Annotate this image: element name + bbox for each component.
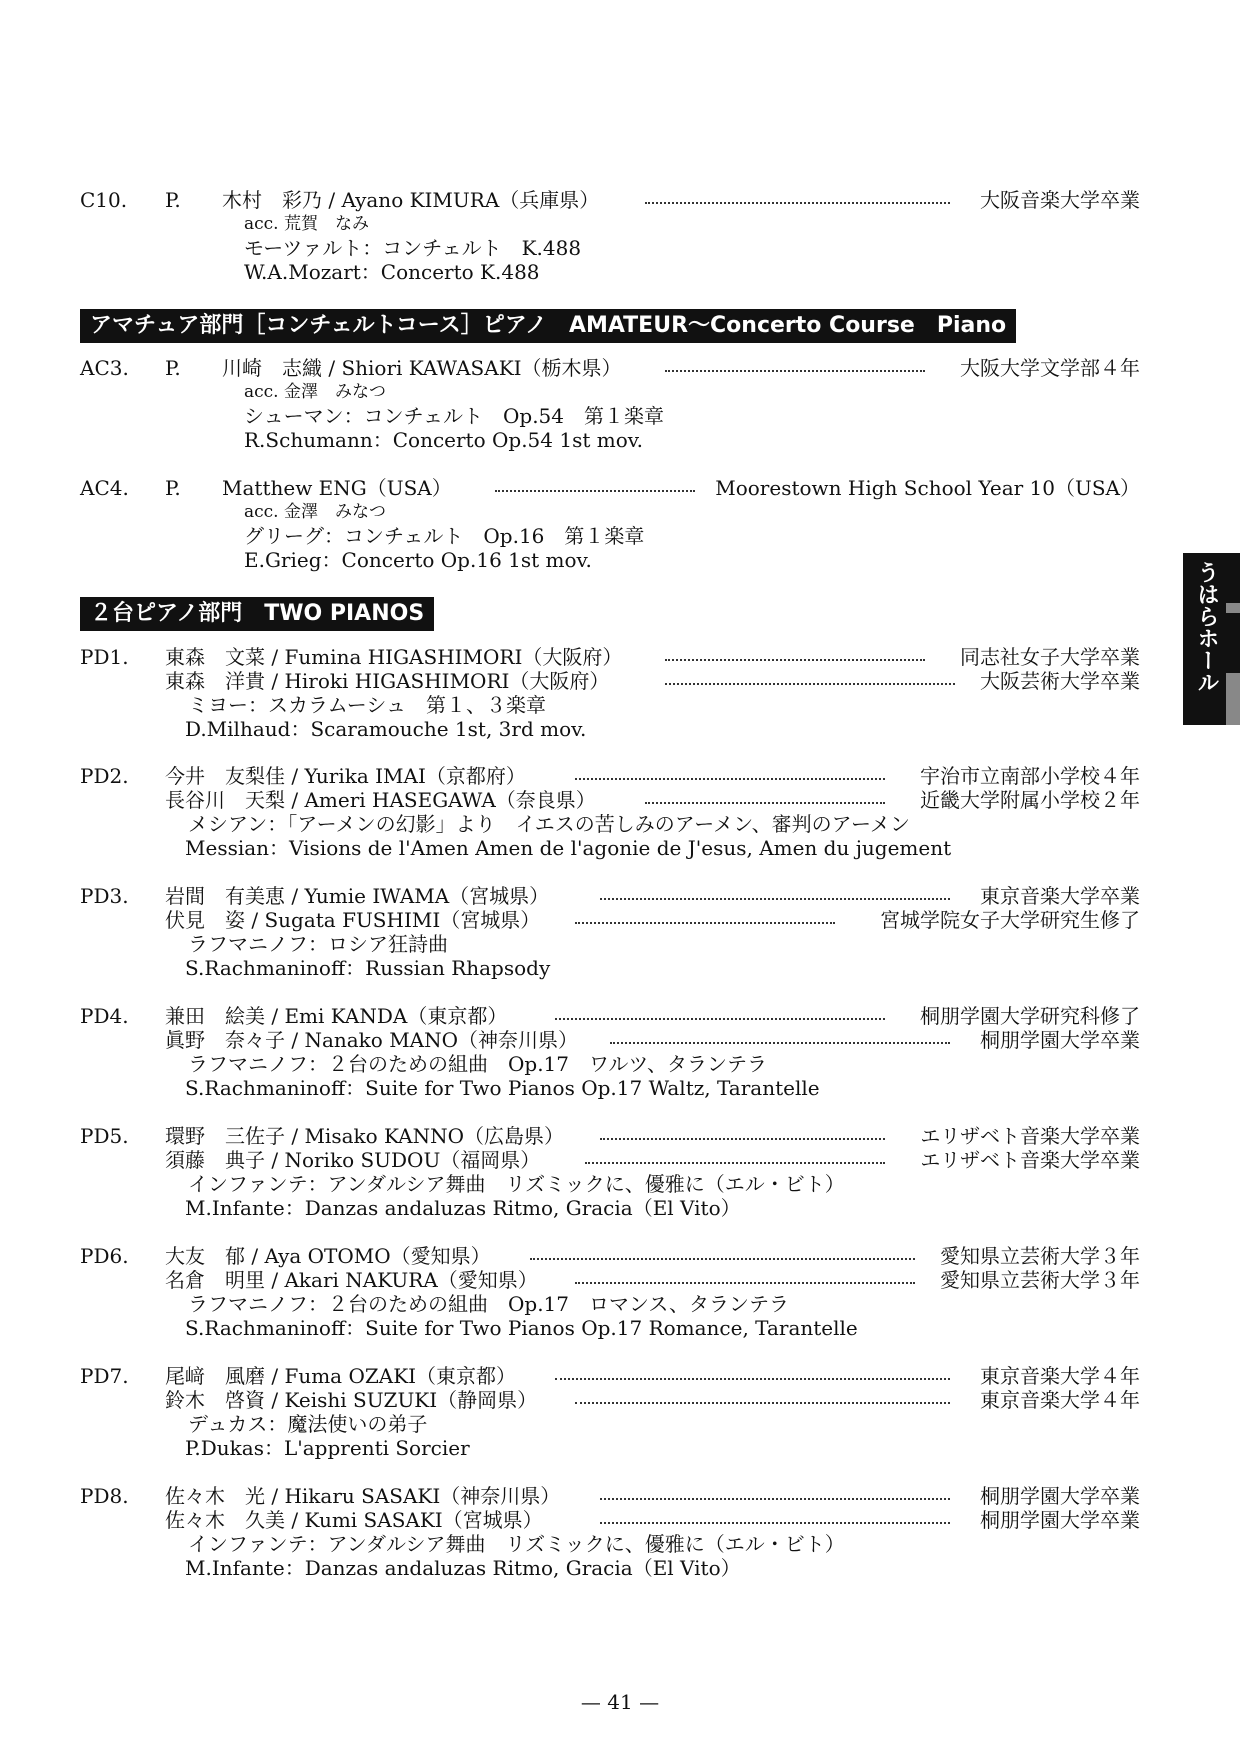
performer-name: 木村 彩乃 / Ayano KIMURA（兵庫県） [222,188,600,212]
leader-dots [530,1258,915,1260]
performer-2-name: 伏見 姿 / Sugata FUSHIMI（宮城県） [165,908,541,932]
piece-en: S.Rachmaninoff：Russian Rhapsody [185,956,551,980]
performer-1-name: 今井 友梨佳 / Yurika IMAI（京都府） [165,764,526,788]
entry-code: PD4. [80,1004,129,1028]
performer-2-affiliation: 東京音楽大学４年 [980,1388,1140,1412]
leader-dots [585,1162,885,1164]
piece-en: E.Grieg：Concerto Op.16 1st mov. [244,548,592,572]
leader-dots [575,1402,950,1404]
entry-part: P. [165,356,181,380]
performer-2-affiliation: 大阪芸術大学卒業 [980,669,1140,693]
piece-ja: モーツァルト：コンチェルト K.488 [244,236,582,260]
piece-ja: メシアン：「アーメンの幻影」より イエスの苦しみのアーメン、審判のアーメン [188,812,910,836]
leader-dots [600,1138,885,1140]
performer-2-affiliation: 宮城学院女子大学研究生修了 [880,908,1140,932]
performer-1-affiliation: 宇治市立南部小学校４年 [920,764,1140,788]
entry-code: PD3. [80,884,129,908]
venue-side-tab-label: うはらホール [1194,561,1219,693]
performer-affiliation: 大阪音楽大学卒業 [980,188,1140,212]
performer-2-affiliation: 桐朋学園大学卒業 [980,1508,1140,1532]
entry-code: PD6. [80,1244,129,1268]
section-banner-two-pianos: ２台ピアノ部門 TWO PIANOS [80,597,434,631]
performer-1-name: 岩間 有美恵 / Yumie IWAMA（宮城県） [165,884,550,908]
entry-code: PD8. [80,1484,129,1508]
accompanist: acc. 荒賀 なみ [244,214,369,234]
performer-1-name: 環野 三佐子 / Misako KANNO（広島県） [165,1124,565,1148]
piece-en: M.Infante：Danzas andaluzas Ritmo, Gracia（El Vito） [185,1196,741,1220]
performer-1-name: 大友 郁 / Aya OTOMO（愛知県） [165,1244,491,1268]
leader-dots [665,659,925,661]
performer-1-affiliation: 東京音楽大学４年 [980,1364,1140,1388]
performer-1-affiliation: 桐朋学園大学研究科修了 [920,1004,1140,1028]
performer-2-name: 東森 洋貴 / Hiroki HIGASHIMORI（大阪府） [165,669,610,693]
piece-en: D.Milhaud：Scaramouche 1st, 3rd mov. [185,717,587,741]
side-tab-accent [1226,673,1240,725]
leader-dots [600,898,950,900]
entry-part: P. [165,476,181,500]
leader-dots [645,202,950,204]
leader-dots [600,1522,950,1524]
leader-dots [555,1018,885,1020]
piece-en: M.Infante：Danzas andaluzas Ritmo, Gracia（El Vito） [185,1556,741,1580]
performer-name: Matthew ENG（USA） [222,476,452,500]
piece-en: Messian：Visions de l'Amen Amen de l'agonie de J'esus, Amen du jugement [185,836,952,860]
performer-name: 川崎 志織 / Shiori KAWASAKI（栃木県） [222,356,622,380]
performer-1-affiliation: 東京音楽大学卒業 [980,884,1140,908]
piece-ja: シューマン：コンチェルト Op.54 第１楽章 [244,404,665,428]
performer-2-name: 眞野 奈々子 / Nanako MANO（神奈川県） [165,1028,579,1052]
performer-2-name: 須藤 典子 / Noriko SUDOU（福岡県） [165,1148,541,1172]
piece-en: R.Schumann：Concerto Op.54 1st mov. [244,428,644,452]
performer-1-name: 東森 文菜 / Fumina HIGASHIMORI（大阪府） [165,645,623,669]
piece-en: W.A.Mozart：Concerto K.488 [244,260,540,284]
performer-2-affiliation: 愛知県立芸術大学３年 [940,1268,1140,1292]
accompanist: acc. 金澤 みなつ [244,382,386,402]
entry-code: PD7. [80,1364,129,1388]
performer-1-affiliation: 同志社女子大学卒業 [960,645,1140,669]
accompanist: acc. 金澤 みなつ [244,502,386,522]
piece-ja: デュカス：魔法使いの弟子 [188,1412,428,1436]
performer-2-name: 名倉 明里 / Akari NAKURA（愛知県） [165,1268,538,1292]
performer-1-name: 兼田 絵美 / Emi KANDA（東京都） [165,1004,508,1028]
leader-dots [575,778,885,780]
performer-1-affiliation: エリザベト音楽大学卒業 [920,1124,1140,1148]
entry-code: PD5. [80,1124,129,1148]
leader-dots [555,1378,950,1380]
performer-2-affiliation: 近畿大学附属小学校２年 [920,788,1140,812]
leader-dots [600,1498,950,1500]
leader-dots [575,1282,915,1284]
entry-code: PD2. [80,764,129,788]
entry-part: P. [165,188,181,212]
performer-affiliation: Moorestown High School Year 10（USA） [715,476,1140,500]
performer-2-affiliation: 桐朋学園大学卒業 [980,1028,1140,1052]
performer-1-affiliation: 愛知県立芸術大学３年 [940,1244,1140,1268]
piece-ja: ラフマニノフ：ロシア狂詩曲 [188,932,448,956]
piece-ja: ミヨー：スカラムーシュ 第１、３楽章 [188,693,546,717]
entry-code: AC3. [80,356,129,380]
performer-1-affiliation: 桐朋学園大学卒業 [980,1484,1140,1508]
entry-code: AC4. [80,476,129,500]
performer-2-name: 佐々木 久美 / Kumi SASAKI（宮城県） [165,1508,543,1532]
leader-dots [610,1042,950,1044]
piece-en: S.Rachmaninoff：Suite for Two Pianos Op.17 Waltz, Tarantelle [185,1076,820,1100]
piece-ja: ラフマニノフ：２台のための組曲 Op.17 ワルツ、タランテラ [188,1052,768,1076]
piece-en: P.Dukas：L'apprenti Sorcier [185,1436,470,1460]
entry-code: PD1. [80,645,129,669]
page-number: — 41 — [580,1690,660,1714]
performer-2-affiliation: エリザベト音楽大学卒業 [920,1148,1140,1172]
performer-1-name: 尾﨑 風磨 / Fuma OZAKI（東京都） [165,1364,517,1388]
performer-affiliation: 大阪大学文学部４年 [960,356,1140,380]
piece-ja: グリーグ：コンチェルト Op.16 第１楽章 [244,524,645,548]
piece-ja: インファンテ：アンダルシア舞曲 リズミックに、優雅に（エル・ビト） [188,1172,845,1196]
venue-side-tab [1183,553,1240,725]
piece-ja: インファンテ：アンダルシア舞曲 リズミックに、優雅に（エル・ビト） [188,1532,845,1556]
performer-2-name: 鈴木 啓資 / Keishi SUZUKI（静岡県） [165,1388,538,1412]
leader-dots [645,802,885,804]
side-tab-accent [1226,603,1240,613]
entry-code: C10. [80,188,128,212]
piece-ja: ラフマニノフ：２台のための組曲 Op.17 ロマンス、タランテラ [188,1292,790,1316]
piece-en: S.Rachmaninoff：Suite for Two Pianos Op.17 Romance, Tarantelle [185,1316,858,1340]
leader-dots [575,922,835,924]
performer-1-name: 佐々木 光 / Hikaru SASAKI（神奈川県） [165,1484,561,1508]
leader-dots [495,490,695,492]
performer-2-name: 長谷川 天梨 / Ameri HASEGAWA（奈良県） [165,788,596,812]
leader-dots [665,370,925,372]
section-banner-amateur: アマチュア部門［コンチェルトコース］ピアノ AMATEUR～Concerto Course Piano [80,309,1016,343]
leader-dots [665,683,955,685]
